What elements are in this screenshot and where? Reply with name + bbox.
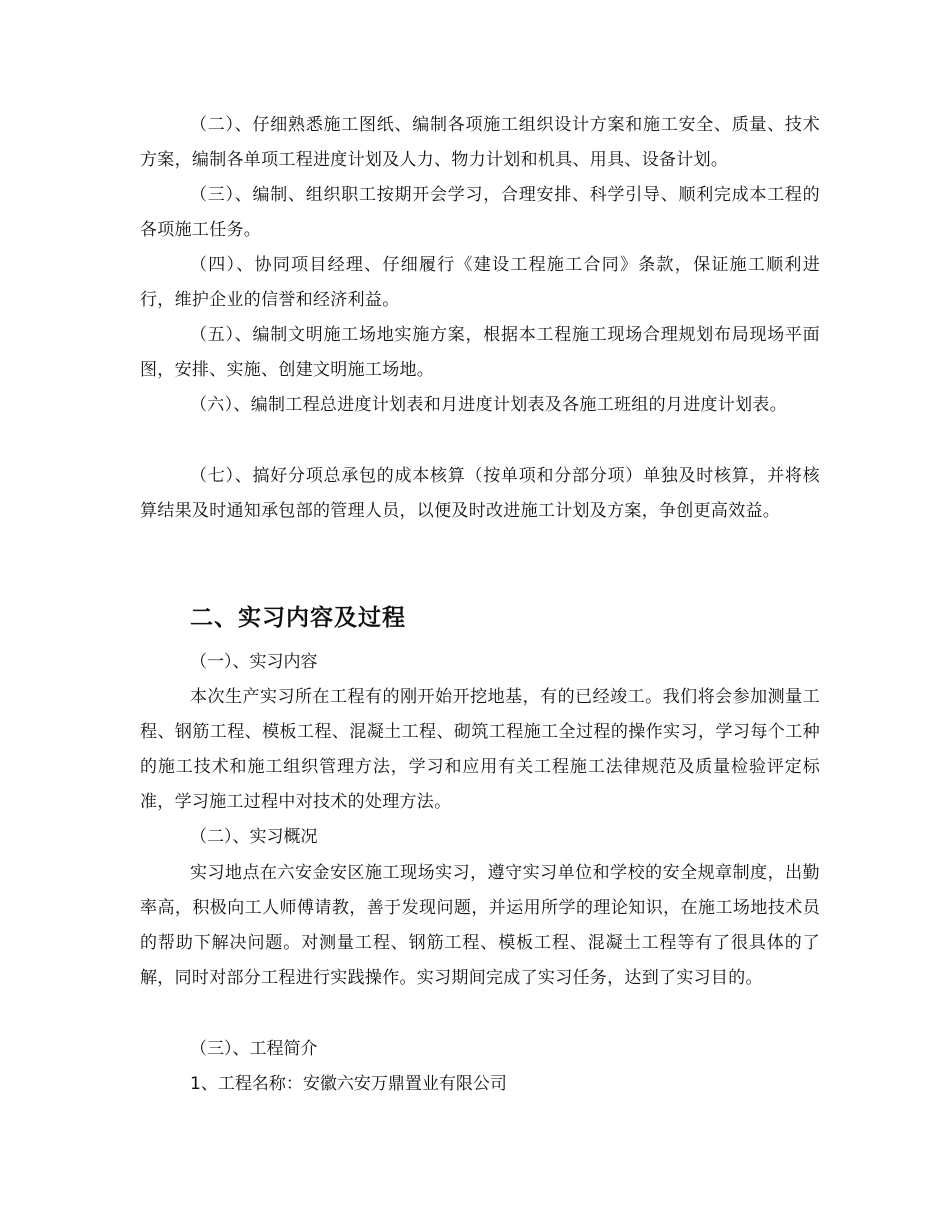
subsection-title-content: （一）、实习内容 xyxy=(190,652,318,672)
paragraph-content: 本次生产实习所在工程有的刚开始开挖地基，有的已经竣工。我们将会参加测量工程、钢筋工程、模板工程、混凝土工程、砌筑工程施工全过程的操作实习，学习每个工种的施工技术和施工组织管理方法，学习和应用有关工程施工法律规范及质量检验评定标准，学习施工过程中对技术的处理方法。 xyxy=(140,687,820,812)
paragraph-item-2: （二）、仔细熟悉施工图纸、编制各项施工组织设计方案和施工安全、质量、技术方案，编制各单项工程进度计划及人力、物力计划和机具、用具、设备计划。 xyxy=(140,115,820,170)
paragraph-item-3: （三）、编制、组织职工按期开会学习，合理安排、科学引导、顺利完成本工程的各项施工任务。 xyxy=(140,185,820,240)
paragraph-item-7: （七）、搞好分项总承包的成本核算（按单项和分部分项）单独及时核算，并将核算结果及时通知承包部的管理人员，以便及时改进施工计划及方案，争创更高效益。 xyxy=(140,466,820,521)
subsection-title-overview: （二）、实习概况 xyxy=(190,827,318,847)
paragraph-overview: 实习地点在六安金安区施工现场实习，遵守实习单位和学校的安全规章制度，出勤率高，积极向工人师傅请教，善于发现问题，并运用所学的理论知识，在施工场地技术员的帮助下解决问题。对测量工程、钢筋工程、模板工程、混凝土工程等有了很具体的了解，同时对部分工程进行实践操作。实习期间完成了实习任务，达到了实习目的。 xyxy=(140,863,820,988)
section-heading: 二、实习内容及过程 xyxy=(190,605,406,631)
paragraph-item-5: （五）、编制文明施工场地实施方案，根据本工程施工现场合理规划布局现场平面图，安排、实施、创建文明施工场地。 xyxy=(140,325,820,380)
paragraph-item-4: （四）、协同项目经理、仔细履行《建设工程施工合同》条款，保证施工顺利进行，维护企业的信誉和经济利益。 xyxy=(140,255,820,310)
subsection-title-project: （三）、工程简介 xyxy=(190,1039,318,1059)
project-name-line: 1、工程名称：安徽六安万鼎置业有限公司 xyxy=(190,1074,507,1094)
paragraph-item-6: （六）、编制工程总进度计划表和月进度计划表及各施工班组的月进度计划表。 xyxy=(190,395,787,415)
